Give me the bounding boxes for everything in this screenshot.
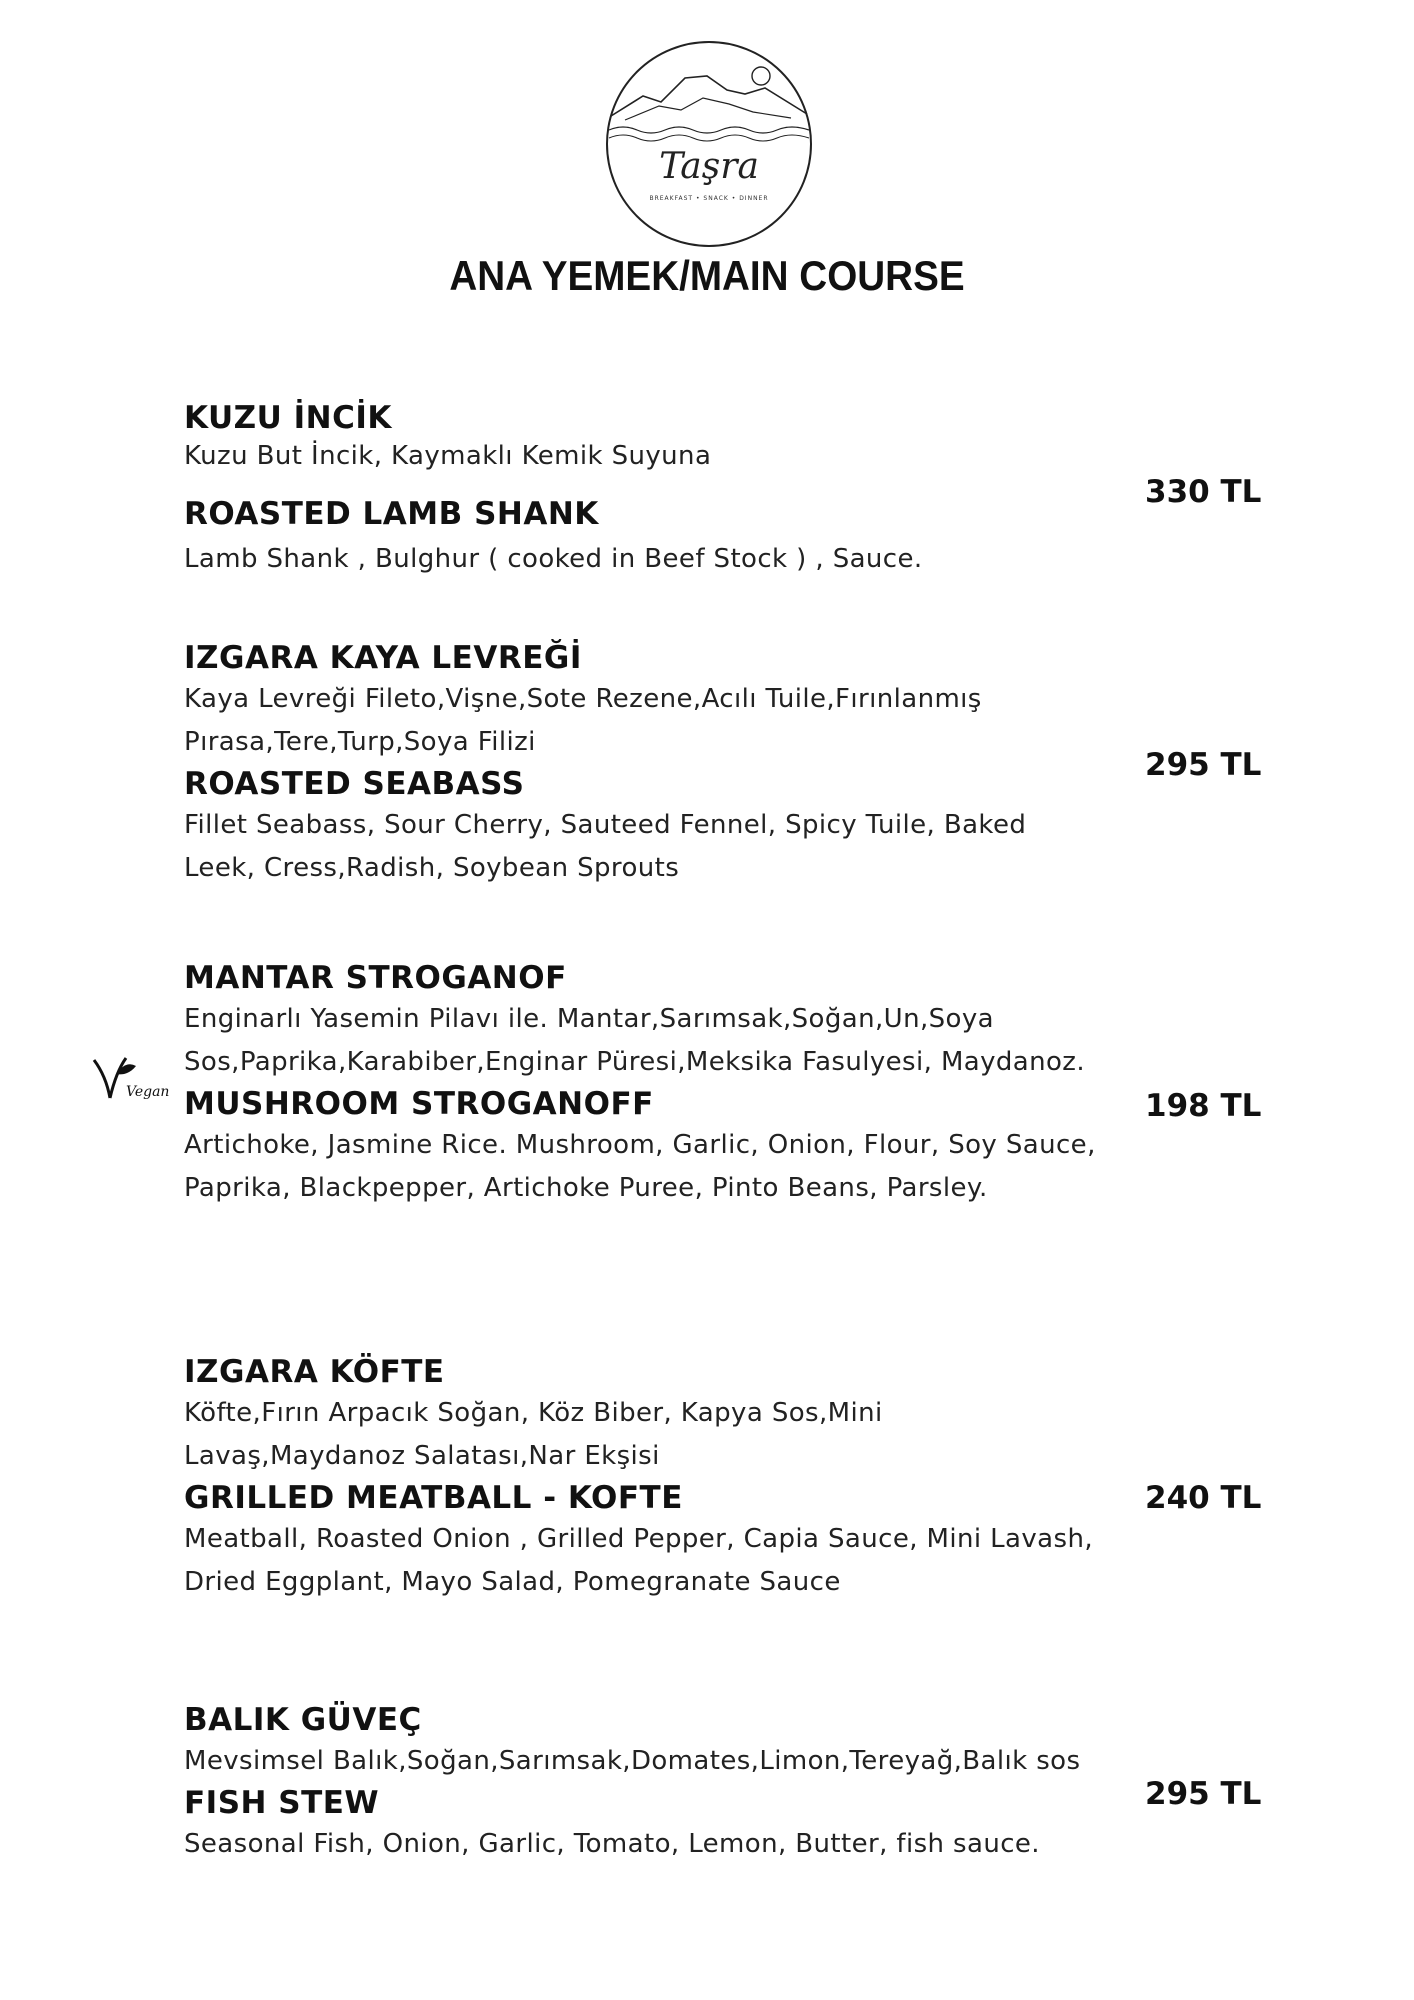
item-name-tr: IZGARA KÖFTE [184,1354,445,1390]
item-desc-tr: Kuzu But İncik, Kaymaklı Kemik Suyuna [184,441,712,471]
brand-name: Taşra [659,146,759,187]
item-desc-tr: Mevsimsel Balık,Soğan,Sarımsak,Domates,Limon,Tereyağ,Balık sos [184,1746,1081,1776]
item-desc-tr: Enginarlı Yasemin Pilavı ile. Mantar,Sarımsak,Soğan,Un,Soya Sos,Paprika,Karabiber,Enginar Püresi,Meksika Fasulyesi, Maydanoz. [184,1004,1086,1077]
item-name-en: GRILLED MEATBALL - KOFTE [184,1480,683,1516]
item-name-en: ROASTED SEABASS [184,766,525,802]
item-price: 295 TL [1145,1776,1262,1812]
tasra-logo [603,38,815,250]
menu-item-seabass [184,638,1104,890]
item-price: 240 TL [1145,1480,1262,1516]
item-desc-en: Seasonal Fish, Onion, Garlic, Tomato, Lemon, Butter, fish sauce. [184,1829,1040,1859]
item-name-en: FISH STEW [184,1785,380,1821]
vegan-leaf-icon [86,1050,170,1110]
item-name-tr: MANTAR STROGANOF [184,960,567,996]
menu-item-fish-stew [184,1700,1104,1866]
item-name-tr: KUZU İNCİK [184,400,392,436]
item-name-tr: IZGARA KAYA LEVREĞİ [184,640,582,676]
page-title: ANA YEMEK/MAIN COURSE [449,252,965,299]
brand-tagline: BREAKFAST • SNACK • DINNER [649,195,769,202]
item-desc-tr: Köfte,Fırın Arpacık Soğan, Köz Biber, Kapya Sos,Mini Lavaş,Maydanoz Salatası,Nar Ekşisi [184,1398,883,1471]
item-desc-en: Fillet Seabass, Sour Cherry, Sauteed Fennel, Spicy Tuile, Baked Leek, Cress,Radish, Soybean Sprouts [184,810,1027,883]
item-desc-en: Lamb Shank , Bulghur ( cooked in Beef Stock ) , Sauce. [184,544,923,574]
item-desc-en: Artichoke, Jasmine Rice. Mushroom, Garlic, Onion, Flour, Soy Sauce, Paprika, Blackpepper, Artichoke Puree, Pinto Beans, Parsley. [184,1130,1096,1203]
item-name-tr: BALIK GÜVEÇ [184,1702,422,1738]
menu-item-kofte [184,1352,1104,1604]
item-price: 198 TL [1145,1088,1262,1124]
item-desc-tr: Kaya Levreği Fileto,Vişne,Sote Rezene,Acılı Tuile,Fırınlanmış Pırasa,Tere,Turp,Soya Filizi [184,684,982,757]
menu-item-stroganoff [184,958,1104,1210]
item-name-en: ROASTED LAMB SHANK [184,496,599,532]
item-name-en: MUSHROOM STROGANOFF [184,1086,654,1122]
item-price: 295 TL [1145,747,1262,783]
vegan-label: Vegan [126,1084,170,1100]
menu-item-lamb-shank [184,398,1104,581]
item-price: 330 TL [1145,474,1262,510]
item-desc-en: Meatball, Roasted Onion , Grilled Pepper, Capia Sauce, Mini Lavash, Dried Eggplant, Mayo Salad, Pomegranate Sauce [184,1524,1093,1597]
